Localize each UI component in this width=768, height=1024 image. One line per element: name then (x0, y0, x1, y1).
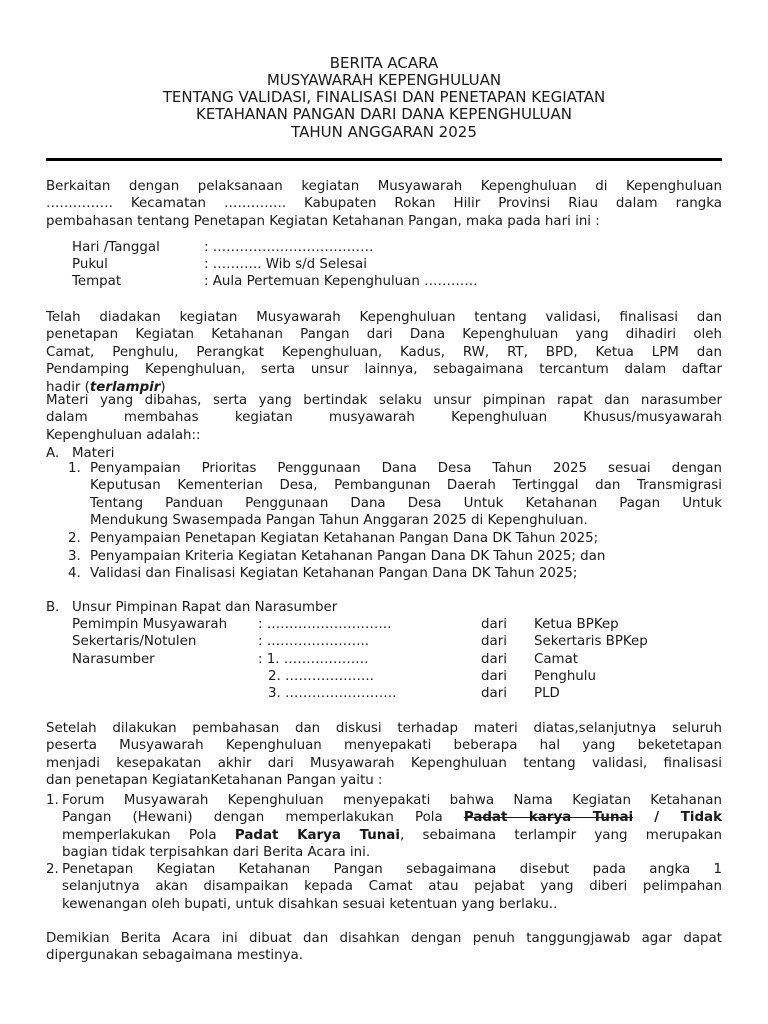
role-value: : 1. ………………. (258, 652, 369, 667)
attendance-line: Camat, Penghulu, Perangkat Kepenghuluan, Kadus, RW, RT, BPD, Ketua LPM dan (46, 344, 722, 360)
decision-number: 1. (46, 793, 59, 808)
dari-label: dari (481, 617, 507, 632)
materi-line: Kepenghuluan adalah:: (46, 427, 201, 443)
header-divider (46, 158, 722, 161)
intro-paragraph (46, 178, 722, 230)
result-paragraph (46, 720, 722, 790)
section-a-label: A. (46, 446, 60, 461)
section-b-label: B. (46, 600, 60, 615)
materi-line: Materi yang dibahas, serta yang bertindak selaku unsur pimpinan rapat dan narasumber (46, 393, 722, 408)
role-value: : ………………………. (258, 617, 392, 632)
struck-text: Padat karya Tunai (463, 810, 634, 826)
bold-text: Padat Karya Tunai (234, 827, 400, 843)
attendance-suffix: ) (160, 379, 166, 395)
decision-item (62, 861, 722, 913)
doc-title-line4: KETAHANAN PANGAN DARI DANA KEPENGHULUAN (196, 105, 572, 123)
list-number: 4. (68, 566, 81, 581)
hari-value: : ……………………………… (204, 240, 374, 255)
intro-line: …………… Kecamatan ………….. Kabupaten Rokan Hilir Provinsi Riau dalam rangka (46, 196, 722, 212)
list-item (90, 460, 722, 530)
dari-label: dari (481, 669, 507, 684)
role-value: 3. ……………………. (268, 686, 397, 701)
result-line: menjadi kesepakatan akhir dari Musyawarah Kepenghuluan tentang validasi, finalisasi (46, 755, 722, 771)
role-label: Narasumber (72, 652, 155, 667)
intro-line: Berkaitan dengan pelaksanaan kegiatan Musyawarah Kepenghuluan di Kepenghuluan (46, 179, 722, 194)
materi-line: dalam membahas kegiatan musyawarah Kepenghuluan Khusus/musyawarah (46, 410, 722, 426)
list-item-line: Penyampaian Prioritas Penggunaan Dana Desa Tahun 2025 sesuai dengan (90, 461, 722, 476)
intro-line: pembahasan tentang Penetapan Kegiatan Ketahanan Pangan, maka pada hari ini : (46, 213, 600, 229)
decision-line (62, 827, 722, 844)
decision-number: 2. (46, 862, 59, 877)
doc-title-line2: MUSYAWARAH KEPENGHULUAN (266, 71, 502, 89)
role-origin: Camat (534, 652, 579, 667)
role-label: Sekertaris/Notulen (72, 634, 197, 649)
list-item-line: Tentang Panduan Penggunaan Dana Desa Untuk Ketahanan Pagan Untuk (90, 495, 722, 511)
list-item: Validasi dan Finalisasi Kegiatan Ketahanan Pangan Dana DK Tahun 2025; (90, 566, 578, 581)
role-value: : ………………….. (258, 634, 370, 649)
role-origin: Sekertaris BPKep (534, 634, 648, 649)
decision-text: memperlakukan Pola (62, 827, 217, 843)
list-item-line: Keputusan Kementerian Desa, Pembangunan Daerah Tertinggal dan Transmigrasi (90, 478, 722, 494)
decision-item (62, 792, 722, 862)
attendance-line: Telah diadakan kegiatan Musyawarah Kepenghuluan tentang validasi, finalisasi dan (46, 310, 722, 325)
list-number: 2. (68, 531, 81, 546)
closing-paragraph (46, 930, 722, 965)
role-origin: Ketua BPKep (534, 617, 619, 632)
role-origin: PLD (534, 686, 560, 701)
role-origin: Penghulu (534, 669, 597, 684)
pukul-label: Pukul (72, 257, 108, 272)
list-item-line: Mendukung Swasempada Pangan Tahun Anggaran 2025 di Kepenghuluan. (90, 513, 588, 529)
role-label: Pemimpin Musyawarah (72, 617, 228, 632)
section-a-title: Materi (72, 446, 115, 461)
bold-text: / Tidak (654, 810, 722, 826)
attendance-prefix: hadir ( (46, 379, 90, 395)
decision-text: Pangan (Hewani) dengan memperlakukan Pola (62, 810, 443, 826)
dari-label: dari (481, 652, 507, 667)
decision-line: Penetapan Kegiatan Ketahanan Pangan sebagaimana disebut pada angka 1 (62, 862, 722, 877)
list-number: 3. (68, 549, 81, 564)
list-number: 1. (68, 461, 81, 476)
section-b-title: Unsur Pimpinan Rapat dan Narasumber (72, 600, 338, 615)
closing-line: Demikian Berita Acara ini dibuat dan disahkan dengan penuh tanggungjawab agar dapat (46, 931, 722, 946)
attendance-bold: terlampir (89, 379, 161, 395)
tempat-label: Tempat (72, 274, 122, 289)
decision-line (62, 809, 722, 826)
doc-title-line1: BERITA ACARA (329, 54, 439, 72)
pukul-value: : ……….. Wib s/d Selesai (204, 257, 367, 272)
attendance-line: Pendamping Kepenghuluan, serta unsur lainnya, sebagaimana tercantum dalam daftar (46, 362, 722, 378)
decision-line: bagian tidak terpisahkan dari Berita Acara ini. (62, 845, 371, 861)
attendance-paragraph (46, 309, 722, 396)
dari-label: dari (481, 686, 507, 701)
decision-line: selanjutnya akan disampaikan kepada Camat atau pejabat yang diberi pelimpahan (62, 879, 722, 895)
tempat-value: : Aula Pertemuan Kepenghuluan ………… (204, 274, 478, 289)
attendance-line: penetapan Kegiatan Ketahanan Pangan dari Dana Kepenghuluan yang dihadiri oleh (46, 327, 722, 343)
closing-line: dipergunakan sebagaimana mestinya. (46, 948, 304, 964)
doc-title-line5: TAHUN ANGGARAN 2025 (291, 123, 477, 141)
decision-line: kewenangan oleh bupati, untuk disahkan sesuai ketentuan yang berlaku.. (62, 896, 558, 912)
result-line: peserta Musyawarah Kepenghuluan menyepakati beberapa hal yang beketetapan (46, 738, 722, 754)
list-item: Penyampaian Penetapan Kegiatan Ketahanan Pangan Dana DK Tahun 2025; (90, 531, 599, 546)
doc-title-line3: TENTANG VALIDASI, FINALISASI DAN PENETAPAN KEGIATAN (162, 88, 606, 106)
materi-paragraph (46, 392, 722, 444)
result-line: Setelah dilakukan pembahasan dan diskusi terhadap materi diatas,selanjutnya seluruh (46, 721, 722, 736)
dari-label: dari (481, 634, 507, 649)
hari-label: Hari /Tanggal (72, 240, 160, 255)
decision-line: Forum Musyawarah Kepenghuluan menyepakati bahwa Nama Kegiatan Ketahanan (62, 793, 722, 808)
decision-text: , sebaimana terlampir yang merupakan (399, 827, 722, 843)
role-value: 2. ……………….. (268, 669, 374, 684)
result-line: dan penetapan KegiatanKetahanan Pangan yaitu : (46, 773, 383, 789)
list-item: Penyampaian Kriteria Kegiatan Ketahanan Pangan Dana DK Tahun 2025; dan (90, 549, 606, 564)
